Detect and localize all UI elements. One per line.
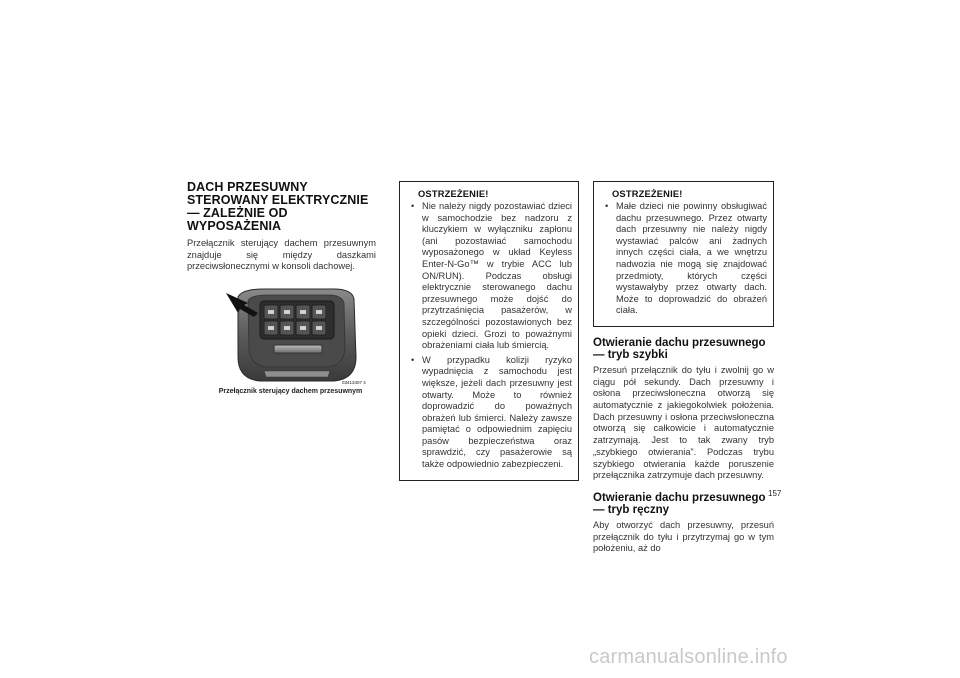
subsection-heading: Otwieranie dachu przesuwnego — tryb ręczny — [593, 491, 766, 517]
watermark-text: carmanualsonline.info — [589, 646, 788, 668]
warning-list — [408, 201, 572, 471]
warning-item-text: Małe dzieci nie powinny obsługiwać dachu przesuwnego. Przez otwarty dach przesuwny nie należy nigdy wystawiać palców ani żadnych innych części ciała, a we wnętrzu nadwozia nie mogą się znajdować przedmioty, których części wystawałyby przez otwarty dach. Może to doprowadzić do obrażeń ciała. — [616, 201, 767, 316]
intro-paragraph: Przełącznik sterujący dachem przesuwnym znajduje się między daszkami przeciwsłonecznymi w konsoli dachowej. — [187, 238, 376, 272]
figure-caption: Przełącznik sterujący dachem przesuwnym — [218, 388, 363, 396]
warning-item — [408, 201, 572, 352]
warning-title: OSTRZEŻENIE! — [612, 189, 683, 199]
bullet-icon: • — [411, 354, 415, 365]
page-number: 157 — [768, 489, 782, 498]
figure-code: 03413407 4 — [342, 380, 366, 386]
warning-box — [399, 181, 579, 481]
section-heading: DACH PRZESUWNY STEROWANY ELEKTRYCZNIE — ZALEŻNIE OD WYPOSAŻENIA — [187, 180, 369, 233]
subsection-paragraph: Przesuń przełącznik do tyłu i zwolnij go w ciągu pół sekundy. Dach przesuwny i osłona przeciwsłoneczna otworzą się automatycznie z jakiegokolwiek położenia. Dach przesuwny i osłona przeciwsłoneczna otworzą się całkowicie i automatycznie zatrzymają. Jest to tak zwany tryb „szybkiego otwierania”. Podczas trybu szybkiego otwierania każde poruszenie przełącznika zatrzymuje dach przesuwny. — [593, 364, 774, 481]
right-column — [593, 181, 774, 555]
warning-list — [602, 201, 767, 317]
bullet-icon: • — [605, 201, 609, 211]
warning-title: OSTRZEŻENIE! — [418, 189, 489, 199]
sunroof-switch-figure — [224, 287, 370, 385]
warning-item-text: W przypadku kolizji ryzyko wypadnięcia z samochodu jest większe, jeżeli dach przesuwny jest otwarty. Może to również doprowadzić do poważnych obrażeń lub śmierci. Należy zawsze pamiętać o odpowiednim zapięciu pasów bezpieczeństwa oraz sprawdzić, czy pasażerowie są także odpowiednio zabezpieczeni. — [422, 354, 572, 470]
warning-item — [408, 355, 572, 471]
warning-box — [593, 181, 774, 327]
warning-item — [602, 201, 767, 317]
overhead-console-illustration — [224, 287, 370, 385]
middle-column — [399, 181, 579, 481]
left-column — [187, 181, 376, 395]
warning-item-text: Nie należy nigdy pozostawiać dzieci w samochodzie bez nadzoru z kluczykiem w wyłączniku zapłonu (ani pozostawiać samochodu wyposażonego w układ Keyless Enter-N-Go™ w trybie ACC lub ON/RUN). Podczas obsługi elektrycznie sterowanego dachu przesuwnego może dojść do przytrzaśnięcia pasażerów, w szczególności pozostawionych bez opieki dzieci. Grozi to poważnymi obrażeniami ciała lub śmiercią. — [422, 201, 572, 351]
bullet-icon: • — [411, 201, 415, 211]
subsection-heading: Otwieranie dachu przesuwnego — tryb szybki — [593, 336, 766, 362]
subsection-paragraph: Aby otworzyć dach przesuwny, przesuń przełącznik do tyłu i przytrzymaj go w tym położeniu, aż do — [593, 519, 774, 554]
